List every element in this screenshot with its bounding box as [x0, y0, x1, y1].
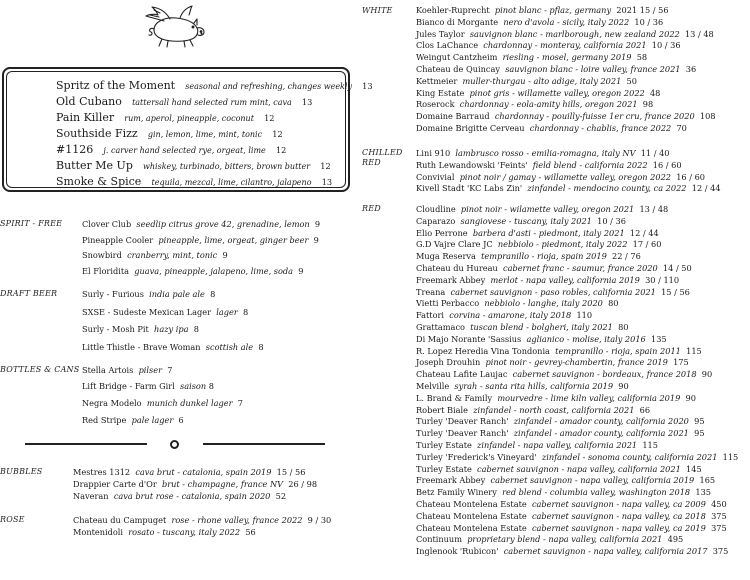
wine-item: Inglenook 'Rubicon' cabernet sauvignon - napa valley, california 2017 375 — [416, 546, 729, 557]
section-label-chilled-red: CHILLED RED — [362, 148, 403, 167]
section-label-bottles-cans: BOTTLES & CANS — [0, 365, 80, 374]
wine-item: Jules Taylor sauvignon blanc - marlborough, new zealand 2022 13 / 48 — [416, 28, 714, 39]
menu-item: Surly - Mosh Pit hazy ipa 8 — [82, 324, 199, 334]
wine-item: Turley 'Frederick's Vineyard' zinfandel - sonoma county, california 2021 115 — [416, 451, 739, 462]
menu-item: Chateau du Campuget rose - rhone valley, france 2022 9 / 30 — [73, 515, 332, 525]
section-label-bubbles: BUBBLES — [0, 467, 43, 476]
section-label-red: RED — [362, 204, 381, 213]
wine-item: Chateau Montelena Estate cabernet sauvignon - napa valley, ca 2018 375 — [416, 510, 727, 521]
wine-item: Fattori corvina - amarone, italy 2018 110 — [416, 310, 593, 321]
wine-item: Domaine Brigitte Cerveau chardonnay - chablis, france 2022 70 — [416, 123, 687, 133]
wine-item: Roserock chardonnay - eola-amity hills, oregon 2021 98 — [416, 99, 654, 110]
wine-item: Robert Biale zinfandel - north coast, california 2021 66 — [416, 404, 651, 415]
section-label-white: WHITE — [362, 6, 393, 15]
menu-item: El Floridita guava, pineapple, jalapeno, lime, soda 9 — [82, 266, 304, 276]
wine-item: G.D Vajre Clare JC nebbiolo - piedmont, italy 2022 17 / 60 — [416, 239, 662, 250]
menu-item: Snowbird cranberry, mint, tonic 9 — [82, 250, 228, 260]
menu-item: Montenidoli rosato - tuscany, italy 2022 56 — [73, 527, 256, 537]
cocktail-item: Southside Fizz gin, lemon, lime, mint, tonic 12 — [56, 127, 283, 140]
wine-item: R. Lopez Heredia Vina Tondonia tempranillo - rioja, spain 2011 115 — [416, 345, 702, 356]
wine-item: Caparazo sangiovese - tuscany, italy 2021 10 / 36 — [416, 215, 626, 226]
wine-item: Grattamaco tuscan blend - bolgheri, italy 2021 80 — [416, 322, 629, 332]
menu-item: SXSE - Sudeste Mexican Lager lager 8 — [82, 307, 249, 317]
section-label-spirit-free: SPIRIT - FREE — [0, 219, 63, 228]
wine-item: Betz Family Winery red blend - columbia valley, washington 2018 135 — [416, 487, 712, 498]
cocktail-item: Old Cubano tattersall hand selected rum mint, cava 13 — [56, 95, 313, 108]
menu-item: Pineapple Cooler pineapple, lime, orgeat, ginger beer 9 — [82, 235, 319, 245]
wine-item: Koehler-Ruprecht pinot blanc - pflaz, germany 2021 15 / 56 — [416, 5, 669, 15]
wine-item: Vietti Perbacco nebbiolo - langhe, italy 2020 80 — [416, 298, 619, 309]
menu-item: Drappier Carte d'Or brut - champagne, france NV 26 / 98 — [73, 479, 318, 489]
flying-pig-logo — [140, 2, 216, 50]
menu-item: Negra Modelo munich dunkel lager 7 — [82, 398, 243, 408]
divider-right-line — [203, 443, 325, 445]
cocktail-item: #1126 j. carver hand selected rye, orgeat, lime 12 — [56, 143, 287, 156]
wine-item: Domaine Barraud chardonnay - pouilly-fuisse 1er cru, france 2020 108 — [416, 111, 716, 122]
wine-item: Chateau Montelena Estate cabernet sauvignon - napa valley, ca 2019 375 — [416, 522, 727, 533]
wine-item: Elio Perrone barbera d'asti - piedmont, italy 2021 12 / 44 — [416, 227, 659, 238]
wine-item: Continuum proprietary blend - napa valley, california 2021 495 — [416, 534, 684, 545]
wine-item: Di Majo Norante 'Sassius aglianico - molise, italy 2016 135 — [416, 333, 667, 344]
wine-item: Freemark Abbey merlot - napa valley, california 2019 30 / 110 — [416, 274, 680, 285]
wine-item: Muga Reserva tempranillo - rioja, spain 2019 22 / 76 — [416, 251, 641, 262]
wine-item: Ruth Lewandowski 'Feints' field blend - california 2022 16 / 60 — [416, 159, 682, 170]
menu-item: Red Stripe pale lager 6 — [82, 415, 184, 425]
wine-item: Chateau Montelena Estate cabernet sauvignon - napa valley, ca 2009 450 — [416, 499, 727, 509]
wine-item: Bianco di Morgante nero d'avola - sicily, italy 2022 10 / 36 — [416, 16, 664, 27]
wine-item: Freemark Abbey cabernet sauvignon - napa valley, california 2019 165 — [416, 475, 716, 486]
wine-item: Turley 'Deaver Ranch' zinfandel - amador county, california 2021 95 — [416, 428, 705, 439]
wine-item: Chateau Lafite Laujac cabernet sauvignon - bordeaux, france 2018 90 — [416, 369, 713, 380]
wine-item: Cloudline pinot noir - wilamette valley, oregon 2021 13 / 48 — [416, 204, 669, 214]
wine-item: King Estate pinot gris - willamette valley, oregon 2022 48 — [416, 87, 661, 98]
wine-item: Turley Estate cabernet sauvignon - napa valley, california 2021 145 — [416, 463, 702, 474]
wine-item: Lini 910 lambrusco rosso - emilia-romagna, italy NV 11 / 40 — [416, 148, 670, 158]
wine-item: Treana cabernet sauvignon - paso robles, california 2021 15 / 56 — [416, 286, 690, 297]
menu-item: Surly - Furious india pale ale 8 — [82, 289, 216, 299]
menu-item: Clover Club seedlip citrus grove 42, grenadine, lemon 9 — [82, 219, 321, 229]
cocktail-item: Smoke & Spice tequila, mezcal, lime, cilantro, jalapeno 13 — [56, 175, 333, 188]
wine-item: Chateau du Hureau cabernet franc - saumur, france 2020 14 / 50 — [416, 263, 692, 273]
divider-left-line — [25, 443, 147, 445]
cocktail-item: Butter Me Up whiskey, turbinado, bitters, brown butter 12 — [56, 159, 331, 172]
menu-item: Lift Bridge - Farm Girl saison 8 — [82, 381, 214, 391]
wine-item: Kivell Stadt 'KC Labs Zin' zinfandel - mendocino county, ca 2022 12 / 44 — [416, 183, 721, 194]
cocktail-item: Spritz of the Moment seasonal and refreshing, changes weekly 13 — [56, 79, 373, 92]
menu-item: Stella Artois pilser 7 — [82, 365, 173, 375]
wine-item: Turley 'Deaver Ranch' zinfandel - amador county, california 2020 95 — [416, 416, 705, 427]
wine-item: Melville syrah - santa rita hills, california 2019 90 — [416, 381, 629, 391]
wine-item: L. Brand & Family mourvedre - lime kiln valley, california 2019 90 — [416, 392, 696, 403]
wine-item: Weingut Cantzheim riesling - mosel, germany 2019 58 — [416, 52, 648, 63]
wine-item: Clos LaChance chardonnay - monteray, california 2021 10 / 36 — [416, 40, 681, 51]
section-label-rose: ROSE — [0, 515, 25, 524]
wine-item: Chateau de Quincay sauvignon blanc - loire valley, france 2021 36 — [416, 64, 697, 74]
wine-item: Joseph Drouhin pinot noir - gevrey-chambertin, france 2019 175 — [416, 357, 689, 368]
wine-item: Kettmeier muller-thurgau - alto adige, italy 2021 50 — [416, 75, 637, 86]
wine-item: Convivial pinot noir / gamay - willamette valley, oregon 2022 16 / 60 — [416, 171, 706, 182]
divider-dot — [170, 440, 179, 449]
cocktail-item: Pain Killer rum, aperol, pineapple, coconut 12 — [56, 111, 275, 124]
menu-item: Naveran cava brut rose - catalonia, spain 2020 52 — [73, 491, 287, 501]
menu-item: Little Thistle - Brave Woman scottish ale 8 — [82, 342, 264, 352]
section-label-draft-beer: DRAFT BEER — [0, 289, 58, 298]
wine-item: Turley Estate zinfandel - napa valley, california 2021 115 — [416, 440, 658, 450]
menu-item: Mestres 1312 cava brut - catalonia, spain 2019 15 / 56 — [73, 467, 306, 477]
